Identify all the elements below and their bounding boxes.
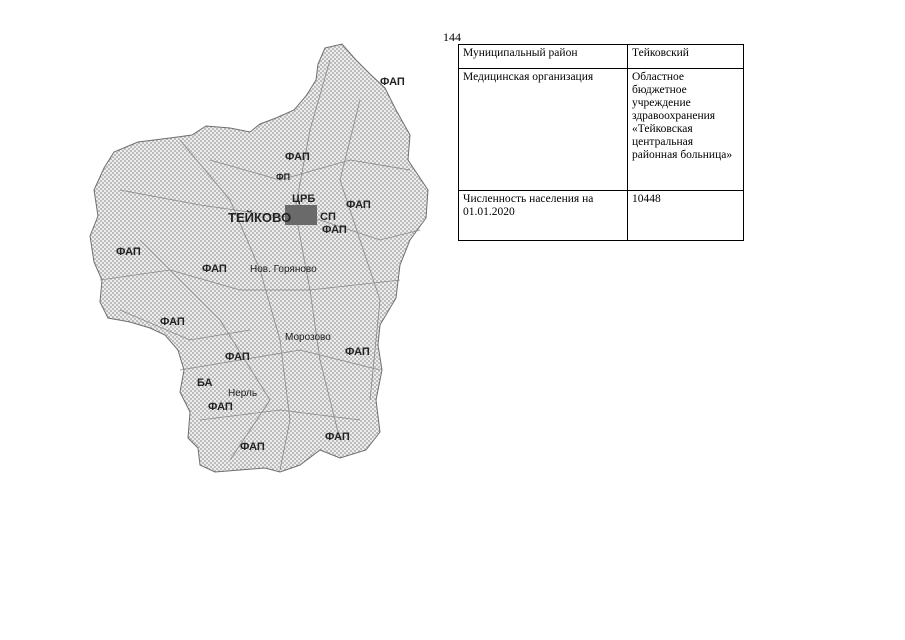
fap-label-9: ФАП [208, 401, 233, 413]
table-row [459, 69, 744, 191]
table-row [459, 45, 744, 69]
table-row [459, 191, 744, 241]
fap-label-12: ФАП [380, 76, 405, 88]
fap-label-8: ФАП [345, 346, 370, 358]
fap-label-10: ФАП [240, 441, 265, 453]
district-map [80, 40, 440, 530]
fap-label-5: ФАП [202, 263, 227, 275]
village-label-1: Нов. Горяново [250, 264, 317, 275]
fap-label-3: ФАП [322, 224, 347, 236]
town-label: ТЕЙКОВО [228, 210, 292, 225]
fap-label-11: ФАП [325, 431, 350, 443]
fap-label-1: ФАП [285, 151, 310, 163]
row-value: Областное бюджетное учреждение здравоохранения «Тейковская центральная районная больница» [628, 69, 744, 191]
fp-label: ФП [276, 172, 291, 182]
row-label: Медицинская организация [459, 69, 628, 191]
row-label: Муниципальный район [459, 45, 628, 69]
fap-label-2: ФАП [346, 199, 371, 211]
district-territory [90, 44, 428, 472]
info-table [458, 44, 744, 241]
crb-label: ЦРБ [292, 193, 316, 205]
fap-label-7: ФАП [225, 351, 250, 363]
row-value: 10448 [628, 191, 744, 241]
row-value: Тейковский [628, 45, 744, 69]
fap-label-6: ФАП [160, 316, 185, 328]
sp-label: СП [320, 211, 336, 223]
row-label: Численность населения на 01.01.2020 [459, 191, 628, 241]
ba-label: БА [197, 377, 213, 389]
fap-label-4: ФАП [116, 246, 141, 258]
village-label-2: Морозово [285, 332, 331, 343]
village-label-3: Нерль [228, 388, 258, 399]
page-number: 144 [443, 30, 461, 44]
